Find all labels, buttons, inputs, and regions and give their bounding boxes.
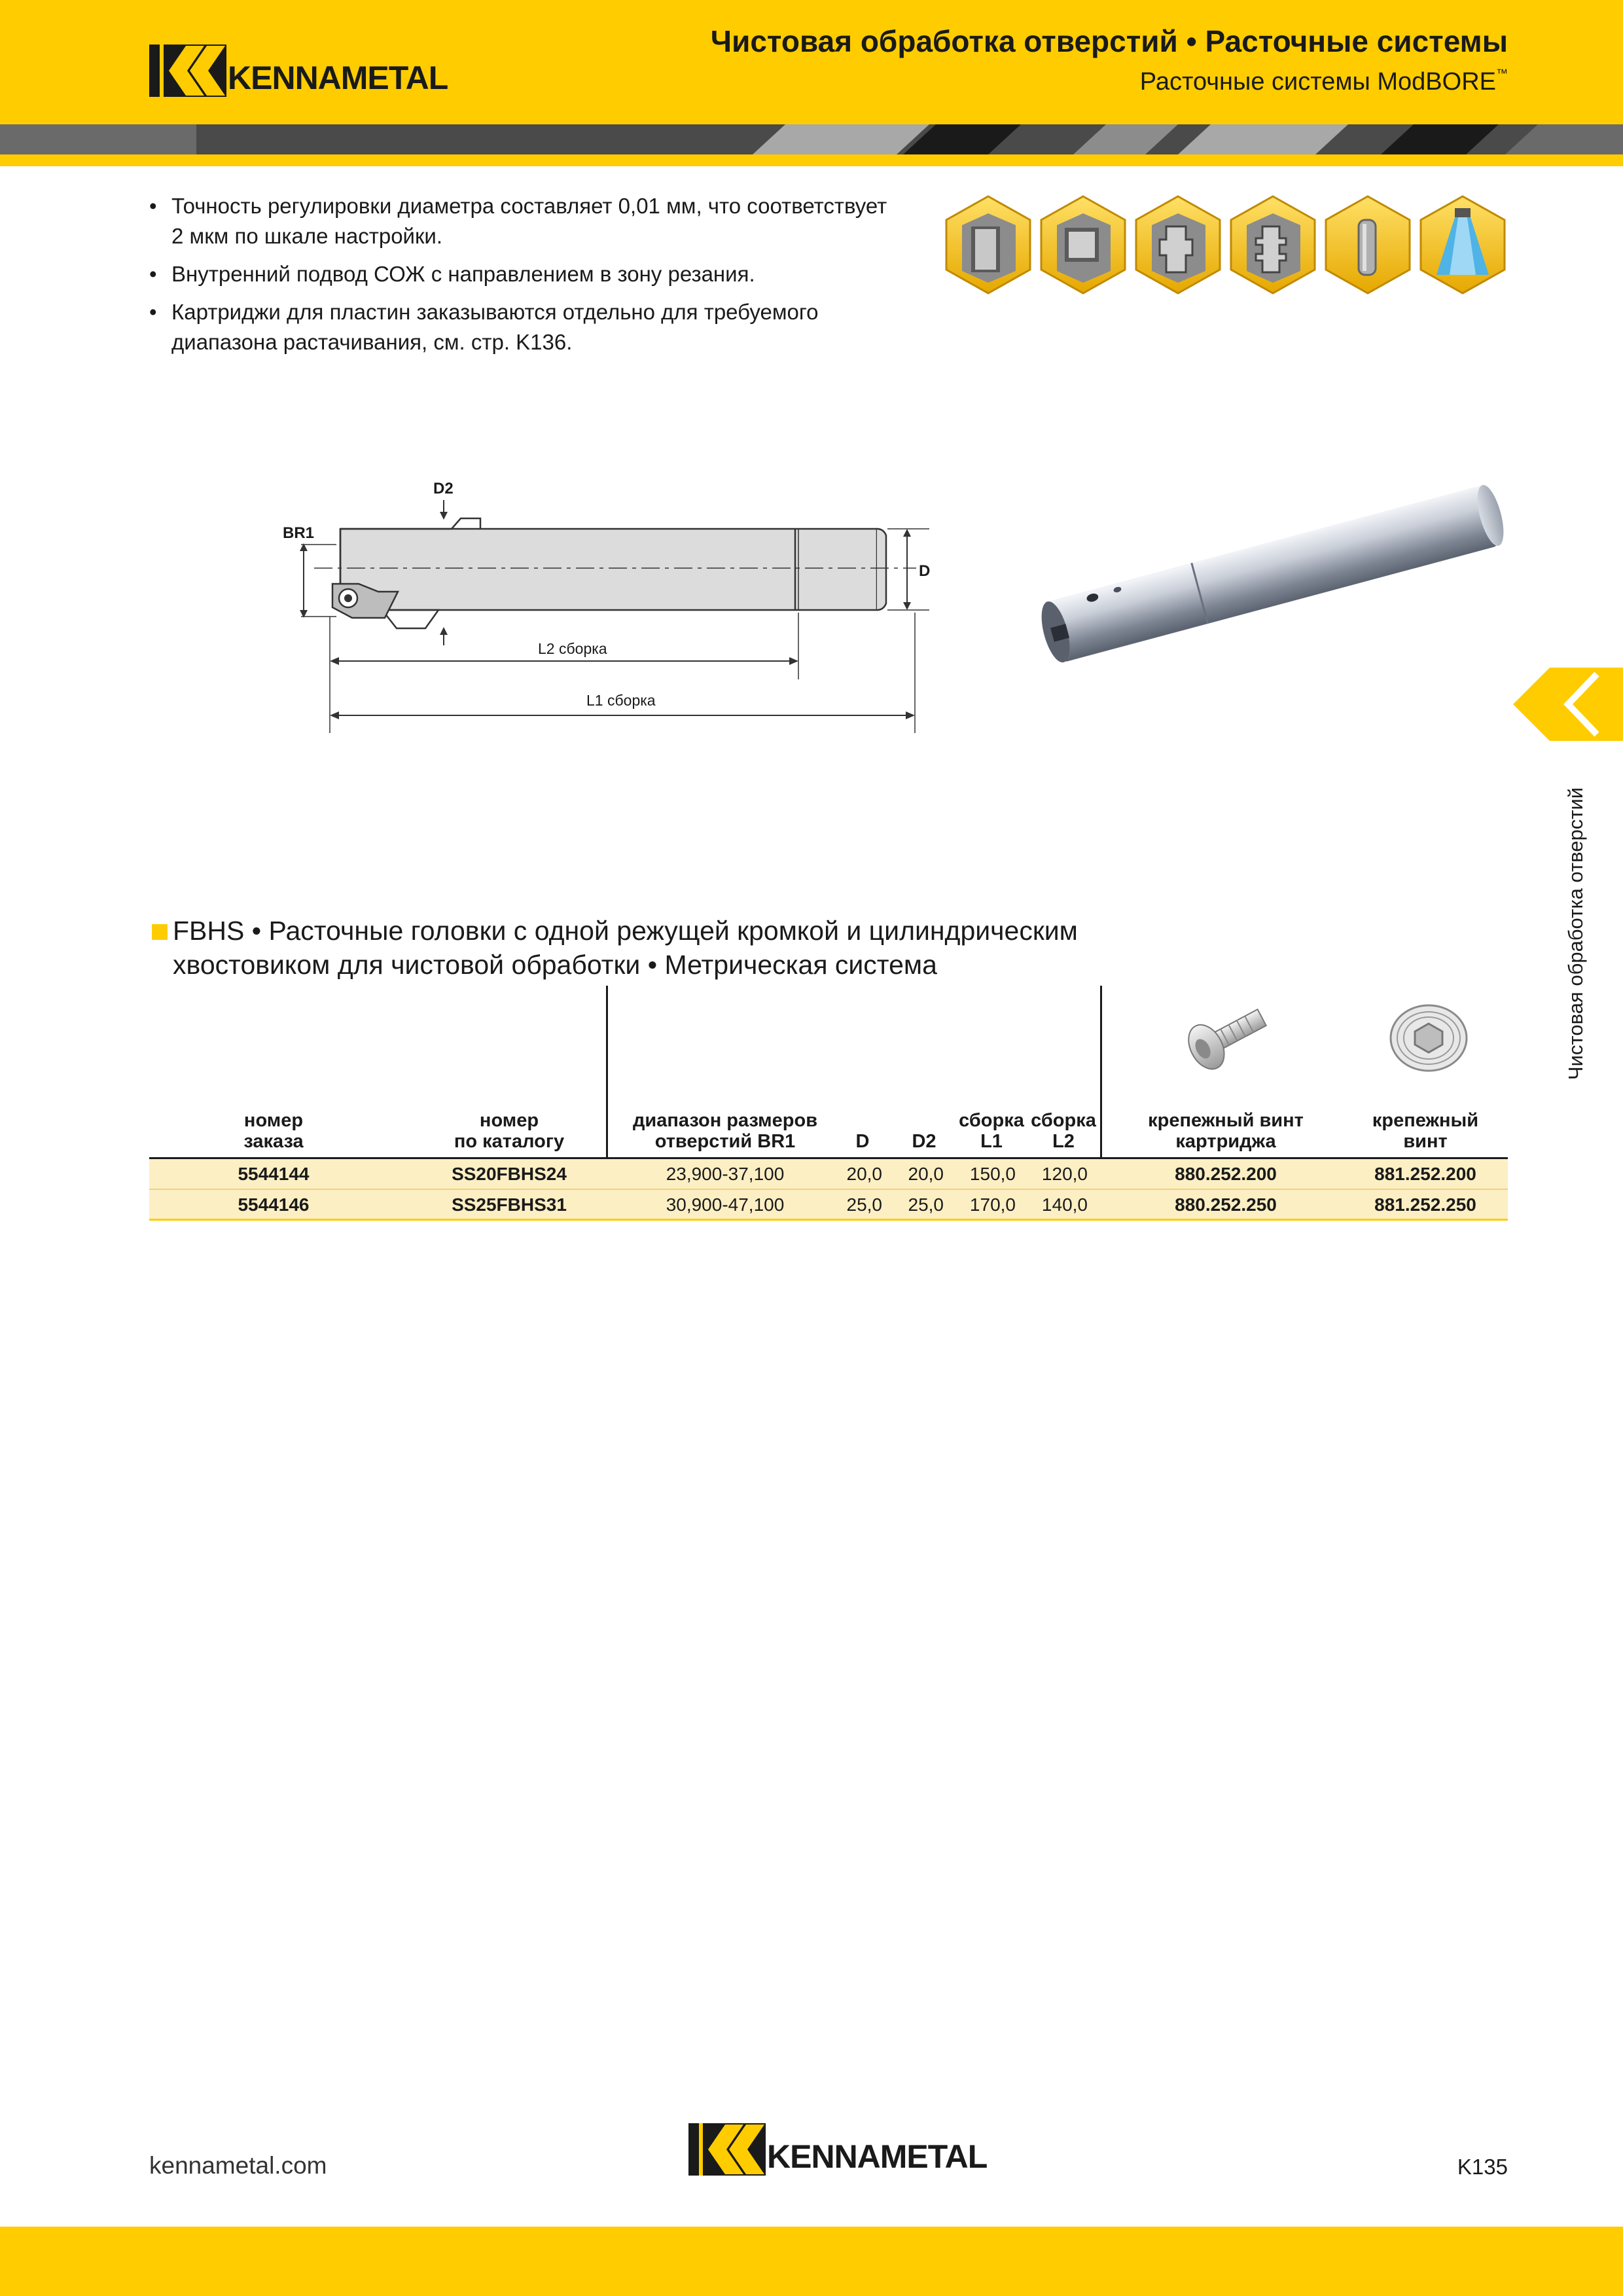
cartridge-screw-icon [1177,1001,1275,1073]
col-header-d: D [855,1131,870,1152]
col-header-range: диапазон размеров отверстий BR1 [632,1110,818,1152]
page-title: Чистовая обработка отверстий • Расточные системы [710,24,1508,58]
application-icons [942,194,1512,298]
side-tab-label: Чистовая обработка отверстий [1564,787,1587,1080]
cell-screw: 881.252.250 [1374,1194,1476,1215]
section-marker-icon [152,924,168,940]
section-heading [149,914,1393,982]
cell-l2: 140,0 [1041,1194,1088,1215]
cell-screw: 881.252.200 [1374,1164,1476,1184]
cell-catalog: SS25FBHS31 [452,1194,567,1215]
trademark-sign: ™ [1496,67,1508,80]
cell-range: 30,900-47,100 [666,1194,785,1215]
col-header-catalog: номер по каталогу [454,1110,565,1152]
kennametal-mark-icon [149,45,226,97]
cell-cartridge-screw: 880.252.200 [1175,1164,1277,1184]
feature-item: • Точность регулировки диаметра составляет 0,01 мм, что соответствует 2 мкм по шкале настройки. [149,191,889,251]
cell-order: 5544146 [238,1194,310,1215]
header-yellow-rule [0,154,1623,166]
cell-cartridge-screw: 880.252.250 [1175,1194,1277,1215]
col-header-d2: D2 [912,1131,936,1152]
kennametal-mark-icon [688,2123,766,2176]
through-hole-icon [946,196,1030,293]
cell-d2: 20,0 [908,1164,944,1184]
cell-l2: 120,0 [1041,1164,1088,1184]
feature-list [149,191,889,365]
footer-website-link[interactable]: kennametal.com [149,2152,327,2179]
col-header-l1: сборка L1 [959,1110,1024,1152]
section-heading-line2: хвостовиком для чистовой обработки • Метрическая система [173,950,937,980]
cell-catalog: SS20FBHS24 [452,1164,567,1184]
product-photo [1021,471,1518,681]
footer-brand-logo [688,2123,987,2176]
grooved-hole-icon [1231,196,1315,293]
l2-label: L2 сборка [538,640,607,657]
l1-label: L1 сборка [586,692,656,709]
d-label: D [919,562,931,580]
table-bottom-rule [149,1219,1508,1221]
col-header-l2: сборка L2 [1031,1110,1096,1152]
col-header-order: номер заказа [243,1110,304,1152]
cell-d2: 25,0 [908,1194,944,1215]
col-header-cartridge-screw: крепежный винт картриджа [1148,1110,1304,1152]
page-number: K135 [1457,2155,1508,2179]
cell-range: 23,900-37,100 [666,1164,785,1184]
cell-order: 5544144 [238,1164,310,1184]
footer-band [0,2227,1623,2296]
cell-d: 25,0 [846,1194,882,1215]
feature-item: • Внутренний подвод СОЖ с направлением в зону резания. [149,259,889,289]
cell-l1: 150,0 [969,1164,1016,1184]
fixing-screw-icon [1380,1001,1478,1073]
cell-d: 20,0 [846,1164,882,1184]
section-tab-chevron-icon [1513,668,1623,741]
coolant-icon [1421,196,1505,293]
page-subtitle: Расточные системы ModBORE™ [1139,67,1508,96]
cell-l1: 170,0 [969,1194,1016,1215]
brand-logo [149,45,448,97]
stepped-hole-icon [1136,196,1220,293]
footer-brand-wordmark: KENNAMETAL [767,2138,988,2175]
brand-wordmark: KENNAMETAL [228,60,448,96]
section-heading-line1: FBHS • Расточные головки с одной режущей кромкой и цилиндрическим [173,916,1078,946]
feature-item: • Картриджи для пластин заказываются отдельно для требуемого диапазона растачивания, см. стр. K136. [149,297,889,357]
col-header-screw: крепежный винт [1372,1110,1479,1152]
page-header [0,0,1623,124]
technical-drawing [275,471,995,746]
blind-hole-icon [1041,196,1125,293]
product-table [149,986,1508,1223]
br1-label: BR1 [283,524,315,542]
d2-label: D2 [433,480,454,497]
tool-holder-icon [1326,196,1410,293]
decorative-stripe [0,124,1623,154]
